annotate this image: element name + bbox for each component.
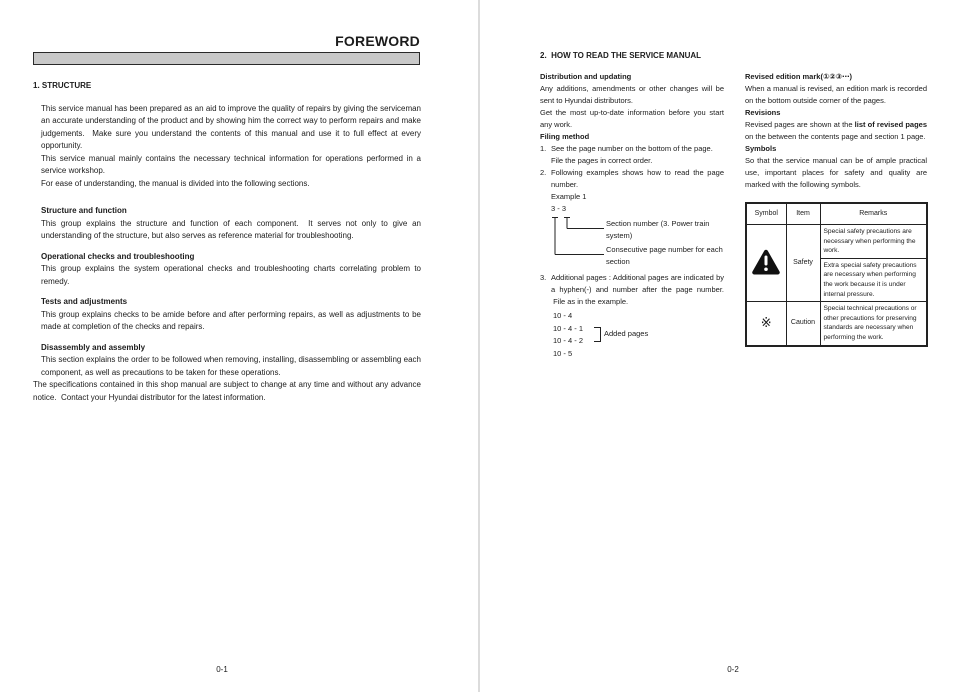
page-item: 10 - 4	[553, 311, 573, 320]
how-to-read-column-2	[745, 71, 927, 347]
distribution-body: Any additions, amendments or other changes will be sent to Hyundai distributors.	[540, 84, 724, 105]
distribution-heading: Distribution and updating	[540, 72, 632, 81]
added-pages-bracket	[594, 327, 601, 342]
column-header-item: Item	[786, 203, 820, 225]
page-how-to-read	[481, 0, 965, 700]
warning-triangle-icon	[751, 248, 781, 275]
filing-item-2	[540, 167, 724, 215]
safety-remark-1: Special safety precautions are necessary when performing the work.	[820, 225, 927, 259]
structure-heading: 1. STRUCTURE	[33, 81, 92, 90]
page-foreword	[0, 0, 478, 700]
filing-item-text: See the page number on the bottom of the page.	[551, 144, 713, 153]
revisions-body-bold: list of revised pages	[854, 120, 927, 129]
revised-mark-heading-bold: Revised edition mark	[745, 72, 821, 81]
section-heading: Operational checks and troubleshooting	[41, 251, 195, 261]
distribution-body: Get the most up-to-date information before you start any work.	[540, 108, 724, 129]
column-header-remarks: Remarks	[820, 203, 927, 225]
revised-mark-symbols: (①②③⋯)	[820, 72, 852, 81]
list-number: 1.	[540, 144, 547, 153]
symbols-heading: Symbols	[745, 144, 777, 153]
section-heading: Disassembly and assembly	[41, 342, 146, 352]
page-number: 0-1	[216, 665, 228, 674]
page-item: 10 - 4 - 1	[553, 323, 584, 333]
symbols-body: So that the service manual can be of ample practical use, important places for safety and quality are marked with the following symbols.	[745, 156, 927, 189]
revised-mark-heading	[745, 71, 927, 83]
revisions-heading: Revisions	[745, 108, 781, 117]
section-body: This group explains the system operational checks and troubleshooting charts correlating problem to remedy.	[41, 264, 421, 286]
intro-paragraph: For ease of understanding, the manual is divided into the following sections.	[41, 178, 310, 188]
revisions-body-pre: Revised pages are shown at the	[745, 120, 855, 129]
how-to-read-column-1	[540, 71, 724, 360]
caution-item-cell: Caution	[786, 302, 820, 346]
filing-item-text: Following examples shows how to read the page number.	[551, 168, 724, 189]
filing-item-text: File the pages in correct order.	[551, 156, 653, 165]
revisions-body	[745, 119, 927, 143]
filing-item-text: Additional pages : Additional pages are indicated by a hyphen(-) and number after the page number. File as in the example.	[551, 273, 724, 306]
callout-consecutive-page: Consecutive page number for each section	[606, 245, 723, 266]
callout-section-number: Section number (3. Power train system)	[606, 219, 710, 240]
header-bar	[33, 52, 420, 65]
caution-symbol-cell	[746, 302, 786, 346]
table-row-safety	[746, 225, 927, 259]
foreword-content	[33, 80, 421, 404]
section-body: This section explains the order to be followed when removing, installing, disassembling or assembling each component, as well as precautions to be taken for these operations.	[41, 355, 421, 377]
filing-item-1	[540, 143, 724, 167]
table-header-row	[746, 203, 927, 225]
section-tests-adjustments	[41, 296, 421, 334]
example-page-number: 3 - 3	[551, 204, 567, 213]
intro-paragraph: This service manual mainly contains the necessary technical information for operations performed in a service workshop.	[41, 153, 421, 175]
section-body: This group explains the structure and function of each component. It serves not only to give an understanding of the structure, but also serves as reference material for troubleshooting.	[41, 218, 421, 240]
foreword-title: FOREWORD	[335, 33, 420, 49]
page-number: 0-2	[727, 665, 739, 674]
revised-mark-body: When a manual is revised, an edition mark is recorded on the bottom outside corner of the pages.	[745, 84, 927, 105]
structure-intro	[41, 103, 421, 191]
intro-paragraph: This service manual has been prepared as an aid to improve the quality of repairs by giving the serviceman an accurate understanding of the product and by showing him the correct way to perform repairs and make judgements. Make sure you understand the contents of this manual and use it to full effect at every opportunity.	[41, 103, 421, 150]
safety-item-cell: Safety	[786, 225, 820, 302]
column-header-symbol: Symbol	[746, 203, 786, 225]
reference-mark-icon: ※	[760, 314, 772, 330]
safety-remark-2: Extra special safety precautions are necessary when performing the work because it is under internal pressure.	[820, 258, 927, 301]
added-pages-example	[553, 310, 724, 360]
section-heading: Tests and adjustments	[41, 297, 128, 306]
list-number: 3.	[540, 273, 547, 282]
symbols-table	[745, 202, 928, 347]
page-item: 10 - 4 - 2	[553, 336, 584, 345]
revisions-body-post: on the between the contents page and section 1 page.	[745, 132, 926, 141]
added-pages-label: Added pages	[604, 329, 649, 338]
safety-symbol-cell	[746, 225, 786, 302]
page-item: 10 - 5	[553, 348, 573, 358]
filing-heading: Filing method	[540, 132, 590, 141]
list-number: 2.	[540, 168, 547, 177]
page-number-example-diagram	[551, 216, 724, 272]
example-label: Example 1	[551, 192, 587, 201]
callout-lines-icon	[552, 217, 606, 261]
filing-item-3	[540, 272, 724, 308]
table-row-caution	[746, 302, 927, 346]
section-disassembly-assembly	[41, 342, 421, 380]
how-to-read-title: 2. HOW TO READ THE SERVICE MANUAL	[540, 51, 702, 60]
section-heading: Structure and function	[41, 206, 127, 215]
specifications-notice: The specifications contained in this shop manual are subject to change at any time and without any advance notice. Contact your Hyundai distributor for the latest information.	[33, 380, 421, 402]
section-structure-function	[41, 205, 421, 243]
caution-remark: Special technical precautions or other precautions for preserving standards are necessary when performing the work.	[820, 302, 927, 346]
section-operational-checks	[41, 251, 421, 289]
page-divider	[478, 0, 480, 692]
section-body: This group explains checks to be amide before and after performing repairs, as well as adjustments to be made at completion of the checks and repairs.	[41, 309, 421, 331]
